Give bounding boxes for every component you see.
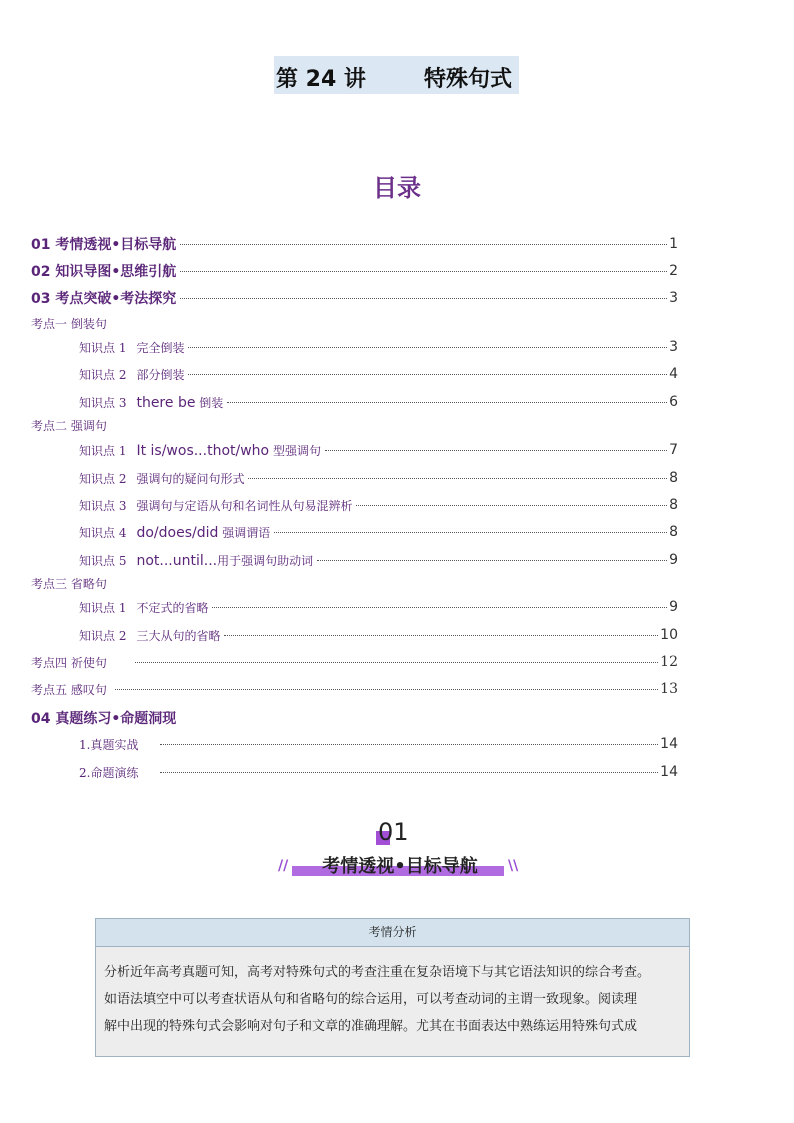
- leader-dots: [248, 478, 667, 479]
- leader-dots: [274, 532, 667, 533]
- toc-heading: 目录: [373, 174, 421, 202]
- toc-item[interactable]: 知识点 3 there be 倒装 6: [79, 394, 678, 411]
- right-slash-ornament: \\: [508, 858, 519, 874]
- toc-item[interactable]: 1.真题实战 14: [79, 736, 678, 752]
- toc-item[interactable]: 知识点 1 完全倒装 3: [79, 339, 678, 355]
- leader-dots: [180, 298, 667, 299]
- leader-dots: [224, 635, 658, 636]
- analysis-box: [95, 918, 690, 1057]
- analysis-body: [96, 947, 689, 1040]
- lecture-topic: 特殊句式: [424, 67, 513, 92]
- analysis-line: 解中出现的特殊句式会影响对句子和文章的准确理解。尤其在书面表达中熟练运用特殊句式成: [104, 1019, 638, 1034]
- toc-kaodian-2[interactable]: 考点二 强调句: [31, 418, 107, 433]
- leader-dots: [188, 347, 667, 348]
- toc-item[interactable]: 知识点 2 强调句的疑问句形式 8: [79, 470, 678, 486]
- toc-section-03[interactable]: 03 考点突破•考法探究 3: [31, 290, 678, 307]
- leader-dots: [180, 271, 667, 272]
- toc-item[interactable]: 知识点 5 not...until...用于强调句助动词 9: [79, 552, 678, 569]
- leader-dots: [212, 607, 667, 608]
- section-banner: [280, 852, 520, 880]
- toc-item[interactable]: 知识点 1 It is/wos...thot/who 型强调句 7: [79, 442, 678, 459]
- leader-dots: [180, 244, 667, 245]
- analysis-line: 如语法填空中可以考查状语从句和省略句的综合运用，可以考查动词的主谓一致现象。阅读理: [104, 992, 638, 1007]
- lecture-number: 第 24 讲: [276, 67, 366, 92]
- analysis-line: 分析近年高考真题可知，高考对特殊句式的考查注重在复杂语境下与其它语法知识的综合考查。: [104, 965, 651, 980]
- leader-dots: [356, 505, 667, 506]
- leader-dots: [325, 450, 667, 451]
- toc-item[interactable]: 知识点 3 强调句与定语从句和名词性从句易混辨析 8: [79, 497, 678, 513]
- toc-item[interactable]: 2.命题演练 14: [79, 764, 678, 780]
- toc-item[interactable]: 知识点 1 不定式的省略 9: [79, 599, 678, 615]
- analysis-heading: 考情分析: [96, 919, 689, 947]
- leader-dots: [317, 560, 667, 561]
- left-slash-ornament: //: [278, 858, 289, 874]
- leader-dots: [160, 744, 658, 745]
- lecture-title: [274, 56, 519, 94]
- toc-section-01[interactable]: 01 考情透视•目标导航 1: [31, 236, 678, 253]
- toc-section-04[interactable]: 04 真题练习•命题洞现: [31, 711, 177, 727]
- toc-kaodian-5[interactable]: 考点五 感叹句 13: [31, 681, 678, 697]
- toc-item[interactable]: 知识点 2 部分倒装 4: [79, 366, 678, 382]
- leader-dots: [135, 662, 658, 663]
- toc-item[interactable]: 知识点 4 do/does/did 强调谓语 8: [79, 524, 678, 541]
- leader-dots: [160, 772, 658, 773]
- toc-kaodian-1[interactable]: 考点一 倒装句: [31, 316, 107, 331]
- toc-section-02[interactable]: 02 知识导图•思维引航 2: [31, 263, 678, 280]
- leader-dots: [188, 374, 667, 375]
- toc-kaodian-3[interactable]: 考点三 省略句: [31, 576, 107, 591]
- leader-dots: [227, 402, 667, 403]
- leader-dots: [115, 689, 658, 690]
- section-title: 考情透视•目标导航: [322, 856, 478, 877]
- toc-item[interactable]: 知识点 2 三大从句的省略 10: [79, 627, 678, 643]
- section-number: 01: [378, 818, 409, 846]
- toc-kaodian-4[interactable]: 考点四 祈使句 12: [31, 654, 678, 670]
